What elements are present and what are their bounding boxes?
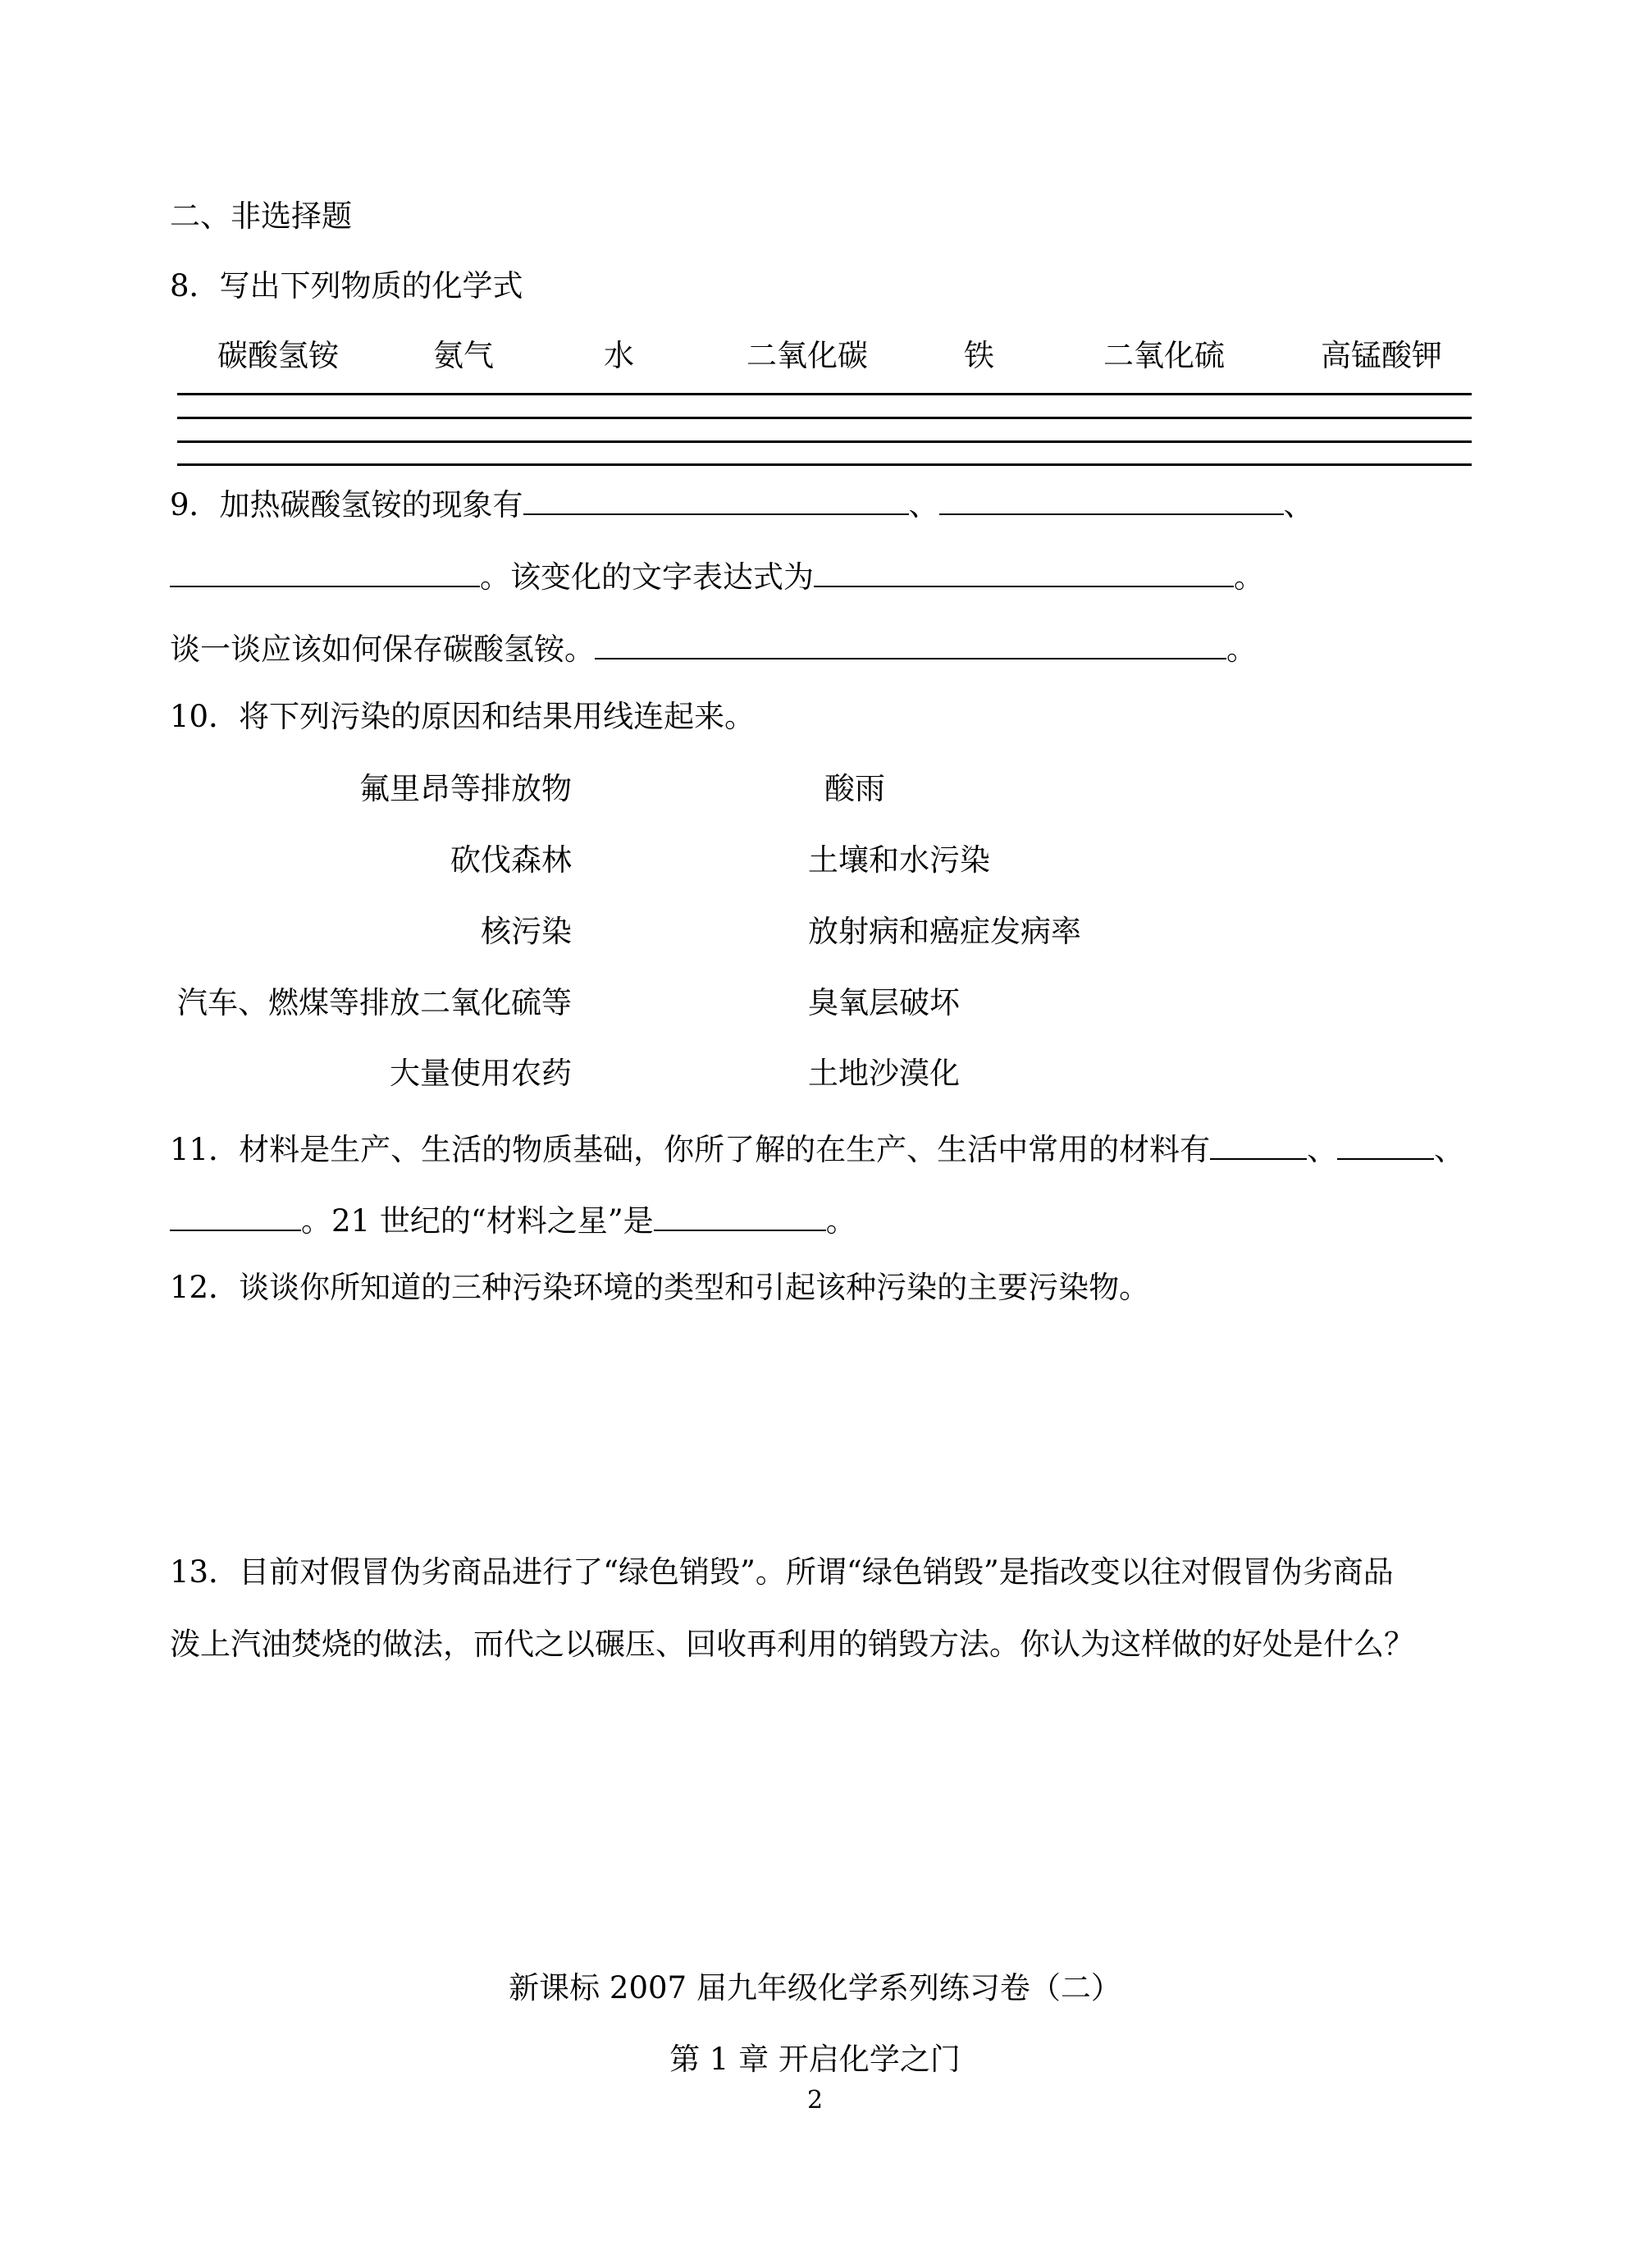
result-item[interactable]: 土壤和水污染: [808, 842, 990, 878]
question-11-line-2: [170, 1202, 856, 1239]
answer-blank[interactable]: [170, 1202, 301, 1231]
question-9-prefix: 9．加热碳酸氢铵的现象有: [170, 487, 523, 523]
substance-carbon-dioxide: 二氧化碳: [747, 338, 868, 373]
question-9-end: 。: [1234, 559, 1264, 595]
footer-chapter: 第 1 章 开启化学之门: [669, 2042, 961, 2077]
question-13-line-2: 泼上汽油焚烧的做法，而代之以碾压、回收再利用的销毁方法。你认为这样做的好处是什么？: [170, 1627, 1414, 1662]
cause-item[interactable]: 汽车、燃煤等排放二氧化硫等: [177, 985, 572, 1020]
question-13-answer-area[interactable]: [170, 1673, 1466, 1919]
question-11-line-1: [170, 1130, 1464, 1165]
question-9-mid: 。该变化的文字表达式为: [480, 559, 814, 595]
question-9-line-3: [170, 630, 1257, 667]
answer-blank[interactable]: [170, 558, 480, 587]
answer-blank[interactable]: [595, 630, 1226, 659]
cause-item[interactable]: 砍伐森林: [450, 842, 572, 878]
separator: 、: [1307, 1132, 1338, 1167]
answer-line-3: [177, 440, 1472, 443]
question-12-prompt: 12．谈谈你所知道的三种污染环境的类型和引起该种污染的主要污染物。: [170, 1270, 1150, 1305]
substance-iron: 铁: [964, 338, 994, 373]
answer-blank[interactable]: [523, 486, 909, 515]
separator: 、: [908, 487, 939, 523]
answer-blank[interactable]: [654, 1202, 826, 1231]
question-11-prefix: 11．材料是生产、生活的物质基础，你所了解的在生产、生活中常用的材料有: [170, 1132, 1211, 1167]
result-item[interactable]: 土地沙漠化: [808, 1056, 960, 1091]
answer-line-4: [177, 463, 1472, 466]
answer-blank[interactable]: [939, 486, 1284, 515]
substance-ammonia: 氨气: [433, 338, 494, 373]
answer-line-1: [177, 393, 1472, 395]
cause-item[interactable]: 核污染: [481, 914, 572, 949]
answer-blank[interactable]: [814, 558, 1234, 587]
separator: 、: [1283, 487, 1314, 523]
question-11-end: 。: [825, 1203, 856, 1239]
result-item[interactable]: 放射病和癌症发病率: [808, 914, 1081, 949]
substance-potassium-permanganate: 高锰酸钾: [1321, 338, 1442, 373]
question-9-line3-end: 。: [1226, 632, 1257, 667]
question-9-storage-prompt: 谈一谈应该如何保存碳酸氢铵。: [170, 632, 595, 667]
question-13-line-1: 13．目前对假冒伪劣商品进行了“绿色销毁”。所谓“绿色销毁”是指改变以往对假冒伪劣商品: [170, 1554, 1394, 1590]
question-12-answer-area[interactable]: [170, 1312, 1466, 1517]
result-item[interactable]: 酸雨: [824, 771, 885, 806]
result-item[interactable]: 臭氧层破坏: [808, 985, 960, 1020]
question-11-mid: 。21 世纪的“材料之星”是: [301, 1203, 654, 1239]
substance-sulfur-dioxide: 二氧化硫: [1103, 338, 1225, 373]
substance-water: 水: [604, 338, 634, 373]
question-9-line-2: [170, 558, 1264, 595]
question-8-prompt: 8．写出下列物质的化学式: [170, 268, 523, 303]
answer-line-2: [177, 417, 1472, 419]
answer-blank[interactable]: [1210, 1130, 1307, 1160]
question-9-line-1: [170, 486, 1314, 523]
separator: 、: [1434, 1132, 1465, 1167]
cause-item[interactable]: 大量使用农药: [390, 1056, 572, 1091]
page-number: 2: [806, 2086, 824, 2115]
footer-title: 新课标 2007 届九年级化学系列练习卷（二）: [509, 1970, 1121, 2006]
section-title: 二、非选择题: [170, 199, 352, 234]
question-10-prompt: 10．将下列污染的原因和结果用线连起来。: [170, 699, 756, 734]
substance-ammonium-bicarbonate: 碳酸氢铵: [217, 338, 339, 373]
answer-blank[interactable]: [1337, 1130, 1434, 1160]
cause-item[interactable]: 氟里昂等排放物: [359, 771, 572, 806]
